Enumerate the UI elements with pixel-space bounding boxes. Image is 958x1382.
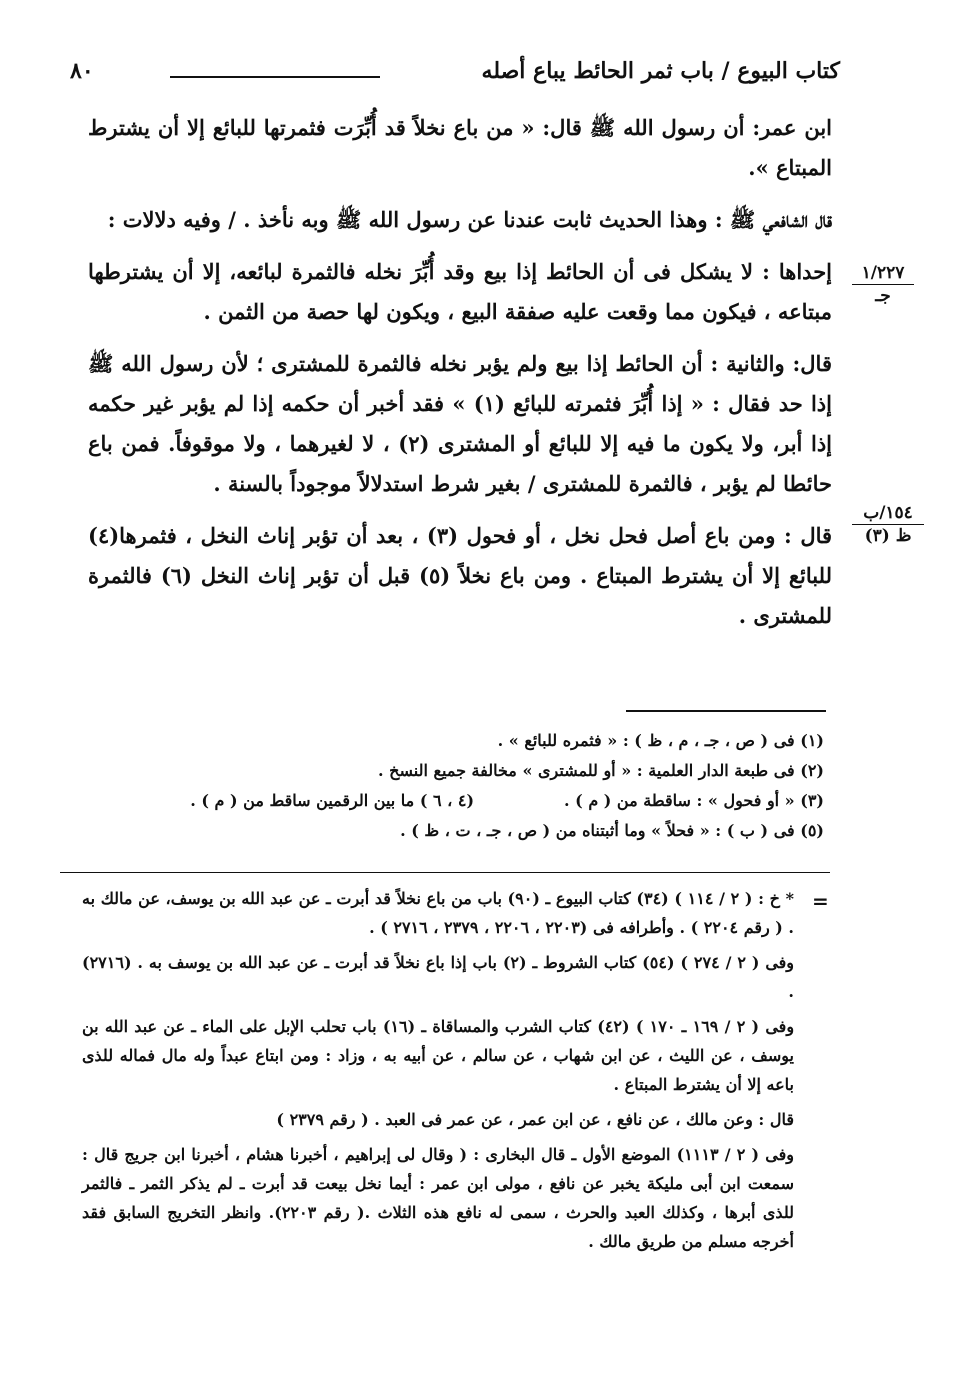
paragraph-text: : ومن باع أصل فحل نخل ، أو فحول (٣) ، بعد أن تؤبر إناث النخل ، فثمرها(٤) للبائع إلا أن يشترط المبتاع . ومن باع نخلاً (٥) قبل أن تؤبر إناث النخل (٦) فالثمرة للمشترى . [88,523,832,628]
paragraph-text: : لا يشكل فى أن الحائط إذا بيع وقد أُبِّرَ نخله فالثمرة لبائعه، إلا أن يشترطها مبتاعه ، فيكون مما وقعت عليه صفقة البيع ، ويكون لها حصة من الثمن . [88,259,832,324]
takhrij-entry: وفى ( ٢ / ١١١٣) الموضع الأول ـ قال البخارى : ( وقال لى إبراهيم ، أخبرنا هشام ، أخبرنا ابن جريج قال : سمعت ابن أبى مليكة يخبر عن نافع ، مولى ابن عمر : أيما نخل بيعت قد أبرت ـ لم يذكر الثمر ـ فالثمر للذى أبرها ، وكذلك العبد والحرث ، سمى له نافع هذه الثلاث .( رقم ٢٢٠٣). وانظر التخريج السابق فقد أخرجه مسلم من طريق مالك . [82,1145,795,1251]
header-rule [170,76,380,78]
footnote-gap [474,786,564,816]
header-title: كتاب البيوع / باب ثمر الحائط يباع أصله [481,58,840,84]
margin-note-1-bottom: جـ [875,286,891,306]
takhrij-rule [60,872,830,873]
paragraph-text: ابن عمر: أن رسول الله ﷺ قال: « من باع نخلاً قد أُبِّرَت فثمرتها للبائع إلا أن يشترط المبتاع ». [88,115,832,180]
footnote [134,786,824,816]
paragraph [88,108,832,188]
takhrij-notes [82,884,794,1262]
paragraph [88,344,832,504]
takhrij-entry: * خ : ( ٢ / ١١٤ ) (٣٤) كتاب البيوع ـ (٩٠) باب من باع نخلاً قد أبرت ـ عن عبد الله بن يوسف، عن مالك به . ( رقم ٢٢٠٤ ) . وأطرافه فى (٢٢٠٣ ، ٢٢٠٦ ، ٢٣٧٩ ، ٢٧١٦ ) . [82,889,795,937]
paragraph-lead: قال الشافعي ﷺ [729,207,832,232]
paragraph-text: : أن الحائط إذا بيع ولم يؤبر نخله فالثمرة للمشترى ؛ لأن رسول الله ﷺ إذا حد فقال : « إذا أُبِّرَ فثمرته للبائع (١) » فقد أخبر أن حكمه إذا لم يؤبر غير حكمه إذا أبر، ولا يكون ما فيه إلا للبائع أو المشترى (٢) ، لا لغيرهما ، ولا موقوفاً. فمن باع حائطا لم يؤبر ، فالثمرة للمشترى / بغير شرط استدلالاً موجوداً بالسنة . [88,351,833,496]
takhrij-entry: قال : وعن مالك ، عن نافع ، عن ابن عمر ، عن عمر فى العبد . ( رقم ٢٣٧٩ ) [276,1110,794,1129]
footnote [134,756,824,786]
margin-note-2 [848,502,928,547]
margin-note-2-top: ١٥٤/ب [863,503,913,523]
takhrij-entry: وفى ( ٢ / ٢٧٤ ) (٥٤) كتاب الشروط ـ (٢) باب إذا باع نخلاً قد أبرت ـ عن عبد الله بن يوسف به . (٢٧١٦) . [82,953,795,1001]
footnote-text-second: (٤ ، ٦ ) ما بين الرقمين ساقط من ( م ) . [190,791,475,810]
takhrij-entry: وفى ( ٢ / ١٦٩ ـ ١٧٠ ) (٤٢) كتاب الشرب والمساقاة ـ (١٦) باب تحلب الإبل على الماء ـ عن عبد الله بن يوسف ، عن الليث ، عن ابن شهاب ، عن سالم ، عن أبيه به ، وزاد : ومن ابتاع عبداً وله مال فماله للذى باعه إلا أن يشترط المبتاع . [82,1017,795,1094]
paragraph-lead: قال [800,523,833,548]
paragraph-text: : وهذا الحديث ثابت عندنا عن رسول الله ﷺ وبه نأخذ . / وفيه دلالات : [107,207,723,232]
paragraph [88,516,832,636]
footnote-text: (١) فى ( ص ، جـ ، م ، ظ ) : « فثمره للبائع » . [497,731,824,750]
footnotes-rule [626,710,826,712]
running-header [60,52,840,92]
footnote [134,816,824,846]
page-number: ٨٠ [70,58,94,84]
margin-note-1-top: ١/٢٢٧ [861,263,905,283]
footnote [134,726,824,756]
footnote-text: (٣) « أو فحول » : ساقطة من ( م ) . [564,791,824,810]
footnotes [134,726,824,846]
paragraph [88,200,832,240]
footnote-text: (٥) فى ( ب ) : « فحلاً » وما أثبتناه من ( ص ، جـ ، ت ، ظ ) . [400,821,824,840]
paragraph-lead: إحداها [778,259,833,284]
paragraph-lead: قال: والثانية [726,351,832,376]
paragraph [88,252,832,332]
margin-note-2-bottom: ظ (٣) [864,526,912,546]
main-text [88,108,832,648]
footnote-text: (٢) فى طبعة الدار العلمية : « أو للمشترى » مخالفة جميع النسخ . [378,761,824,780]
margin-note-1 [848,262,918,307]
continuation-mark: = [812,889,829,913]
